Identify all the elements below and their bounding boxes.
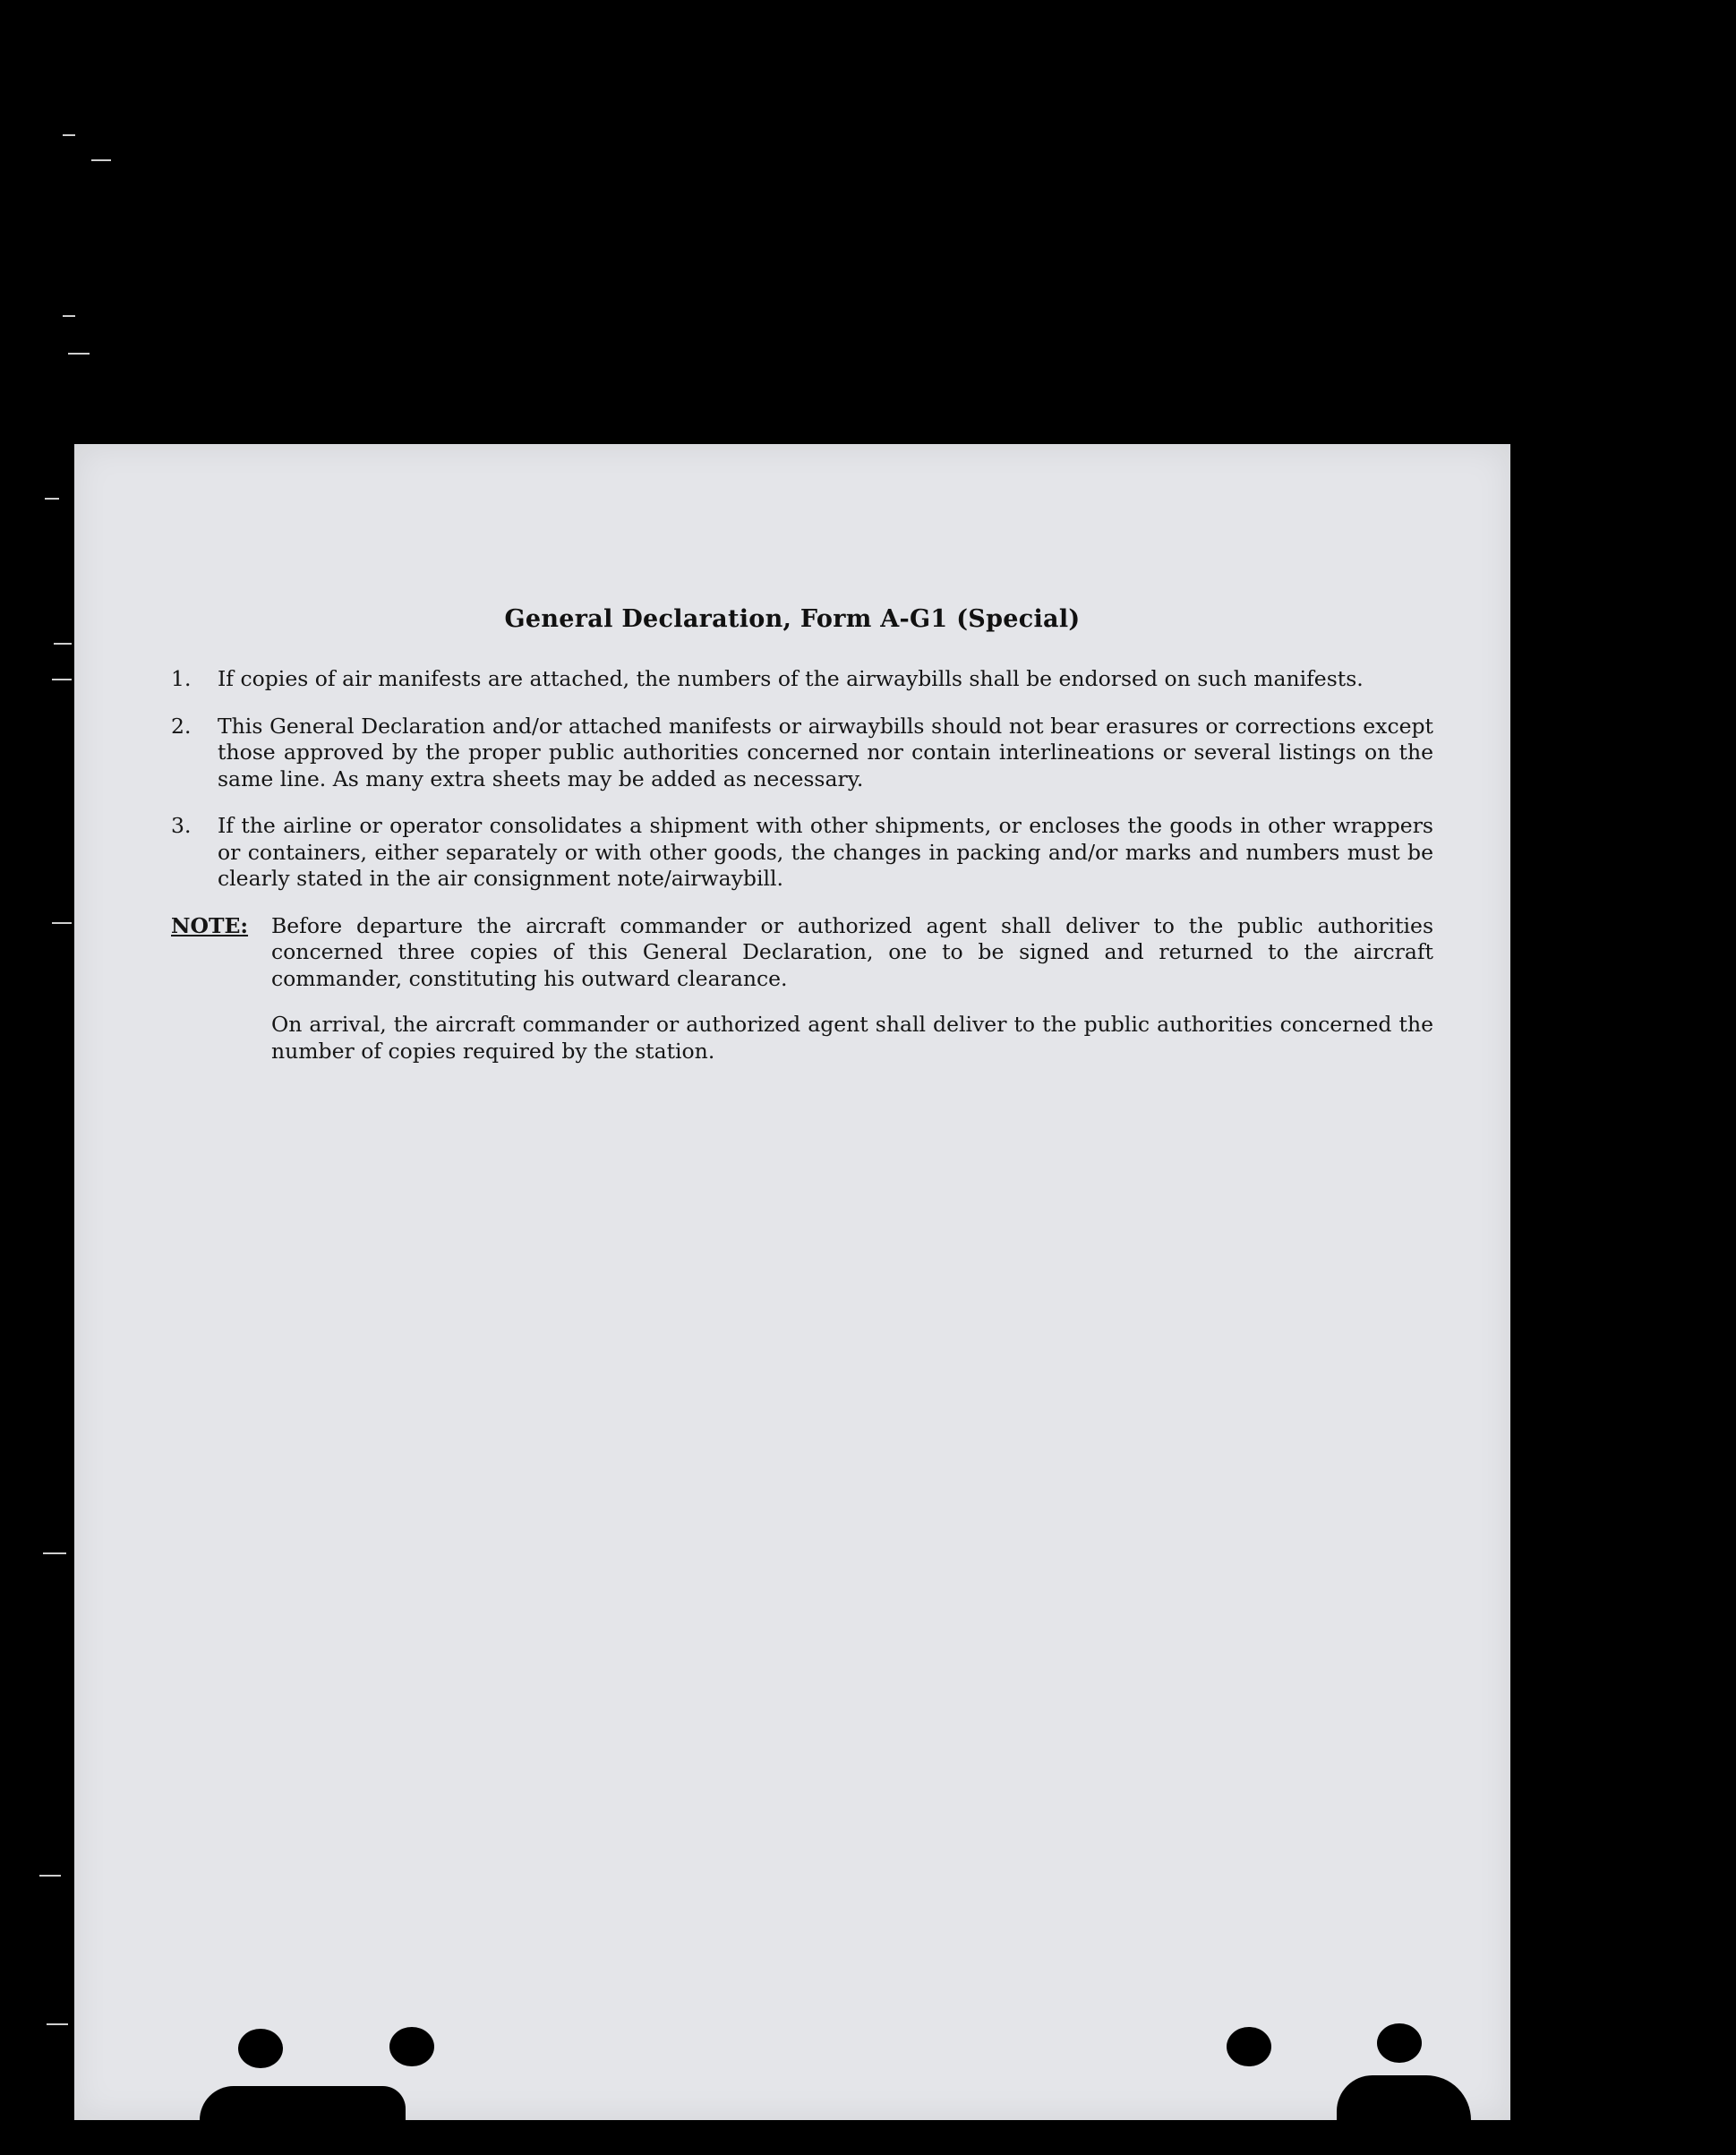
document-page <box>74 444 1510 2120</box>
scan-mark <box>52 679 72 680</box>
note-label: NOTE: <box>171 912 249 938</box>
scan-mark <box>68 353 90 355</box>
note-section <box>171 913 1433 1085</box>
item-text: If copies of air manifests are attached, the numbers of the airwaybills shall be endorsed on such manifests. <box>218 666 1364 691</box>
torn-edge <box>1337 2075 1471 2120</box>
item-number: 1. <box>171 666 192 691</box>
instruction-item <box>171 813 1433 893</box>
scan-mark <box>63 134 75 136</box>
scan-mark <box>43 1552 66 1554</box>
document-title: General Declaration, Form A-G1 (Special) <box>504 605 1081 633</box>
scan-mark <box>54 643 72 645</box>
item-text: This General Declaration and/or attached manifests or airwaybills should not bear erasures or corrections except those approved by the proper public authorities concerned nor contain interlineations or several listings on the same line. As many extra sheets may be added as necessary. <box>218 713 1433 791</box>
punch-hole <box>1227 2027 1271 2066</box>
scan-mark <box>91 159 111 161</box>
scan-mark <box>47 2023 68 2025</box>
punch-hole <box>1377 2023 1422 2063</box>
note-paragraph: On arrival, the aircraft commander or authorized agent shall deliver to the public authorities concerned the number of copies required by the station. <box>271 1012 1433 1064</box>
scan-mark <box>45 498 59 500</box>
instructions <box>171 666 1433 1084</box>
instruction-item <box>171 666 1433 693</box>
item-text: If the airline or operator consolidates a shipment with other shipments, or encloses the goods in other wrappers or containers, either separately or with other goods, the changes in packing and/or marks and numbers must be clearly stated in the air consignment note/airwaybill. <box>218 813 1433 891</box>
scan-mark <box>63 315 75 317</box>
instruction-item <box>171 714 1433 793</box>
item-number: 2. <box>171 713 192 739</box>
scan-mark <box>52 922 72 924</box>
punch-hole <box>238 2029 283 2068</box>
punch-hole <box>389 2027 434 2066</box>
note-paragraph: Before departure the aircraft commander or authorized agent shall deliver to the public authorities concerned three copies of this General Declaration, one to be signed and returned to the aircraft commander, constituting his outward clearance. <box>271 912 1433 991</box>
item-number: 3. <box>171 813 192 838</box>
scan-mark <box>39 1875 61 1877</box>
torn-edge <box>200 2086 406 2120</box>
note-body <box>271 913 1433 1085</box>
